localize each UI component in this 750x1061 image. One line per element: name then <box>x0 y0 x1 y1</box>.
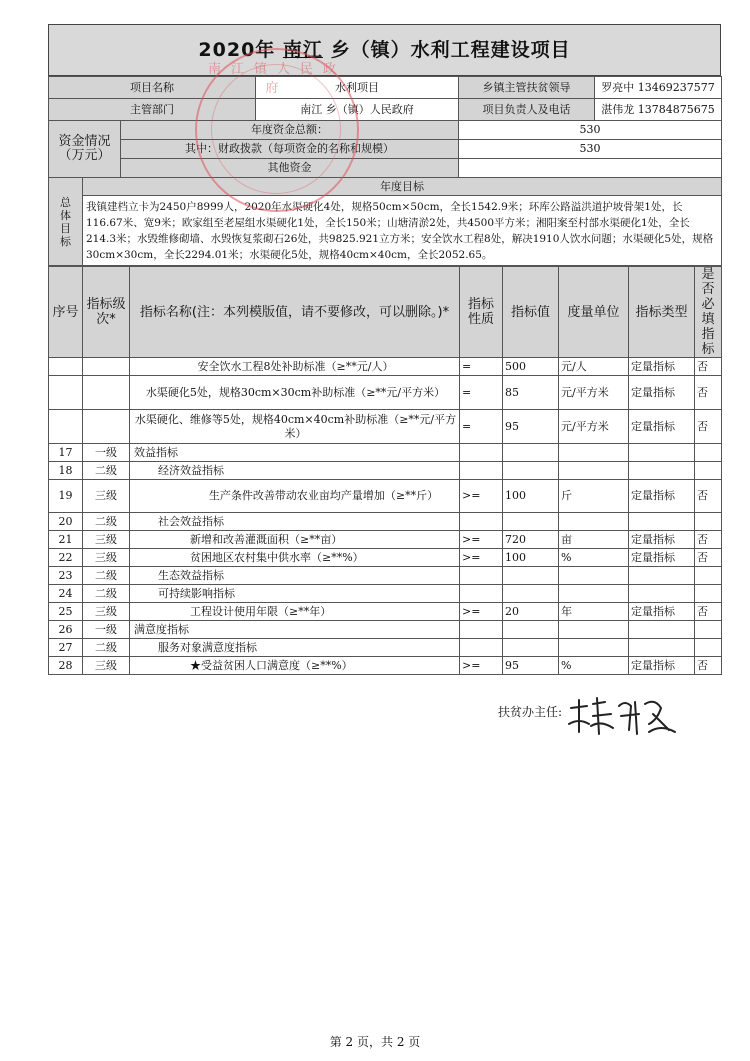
header-type: 指标类型 <box>629 267 695 358</box>
cell-nature <box>460 621 503 639</box>
cell-value <box>503 639 559 657</box>
manager-value: 湛伟龙 13784875675 <box>595 99 722 121</box>
cell-nature <box>460 513 503 531</box>
cell-value: 720 <box>503 531 559 549</box>
table-row <box>49 376 722 410</box>
cell-unit: % <box>559 549 629 567</box>
cell-seq: 19 <box>49 480 83 513</box>
seal-text: 南江镇人民政府 <box>207 62 346 96</box>
cell-unit: 元/平方米 <box>559 410 629 444</box>
fund-fiscal-value: 530 <box>459 140 722 159</box>
cell-unit <box>559 639 629 657</box>
cell-seq: 22 <box>49 549 83 567</box>
cell-level: 二级 <box>83 513 130 531</box>
cell-seq: 24 <box>49 585 83 603</box>
table-row <box>49 621 722 639</box>
cell-value <box>503 585 559 603</box>
cell-name: 经济效益指标 <box>130 462 460 480</box>
cell-seq: 28 <box>49 657 83 675</box>
cell-seq: 20 <box>49 513 83 531</box>
cell-level <box>83 358 130 376</box>
cell-unit <box>559 444 629 462</box>
cell-unit <box>559 585 629 603</box>
cell-nature: = <box>460 410 503 444</box>
header-nature: 指标性质 <box>460 267 503 358</box>
fund-fiscal-label: 其中：财政拨款（每项资金的名称和规模） <box>121 140 459 159</box>
cell-value: 100 <box>503 480 559 513</box>
dept-value: 南江 乡（镇）人民政府 <box>256 99 459 121</box>
fund-other-value <box>459 159 722 178</box>
cell-name: 水渠硬化、维修等5处，规格40cm×40cm补助标准（≥**元/平方米） <box>130 410 460 444</box>
cell-nature: = <box>460 376 503 410</box>
leader-label: 乡镇主管扶贫领导 <box>459 77 595 99</box>
cell-required: 否 <box>695 410 722 444</box>
table-row <box>49 549 722 567</box>
cell-level: 三级 <box>83 657 130 675</box>
cell-unit: 元/人 <box>559 358 629 376</box>
cell-unit <box>559 513 629 531</box>
table-row <box>49 585 722 603</box>
cell-name: 贫困地区农村集中供水率（≥**%） <box>130 549 460 567</box>
cell-required <box>695 621 722 639</box>
cell-required: 否 <box>695 480 722 513</box>
fund-label: 资金情况（万元） <box>49 121 121 178</box>
cell-level: 一级 <box>83 444 130 462</box>
cell-level <box>83 410 130 444</box>
cell-seq <box>49 358 83 376</box>
cell-required: 否 <box>695 603 722 621</box>
cell-nature: = <box>460 358 503 376</box>
goal-header: 年度目标 <box>83 178 722 196</box>
cell-type: 定量指标 <box>629 358 695 376</box>
goal-text: 我镇建档立卡为2450户8999人，2020年水渠硬化4处，规格50cm×50cm，全长1542.9米；环库公路溢洪道护坡骨架1处，长116.67米、宽9米；欧家组至老屋组水渠硬化1处，全长150米；山塘清淤2处，共4500平方米；湘阳案至村部水渠硬化1处，全长214.3米；水毁维修砌墙、水毁恢复浆砌石26处，共9825.921立方米；安全饮水工程8处，解决1910人饮水问题；水渠硬化5处，规格30cm×30cm，全长2294.01米；水渠硬化5处，规格40cm×40cm，全长2052.65。 <box>83 196 722 266</box>
cell-nature: >= <box>460 531 503 549</box>
cell-type <box>629 639 695 657</box>
page-footer: 第 2 页，共 2 页 <box>329 1035 421 1049</box>
cell-level: 二级 <box>83 639 130 657</box>
cell-name: 生产条件改善带动农业亩均产量增加（≥**斤） <box>130 480 460 513</box>
cell-name: 社会效益指标 <box>130 513 460 531</box>
table-row <box>49 513 722 531</box>
table-row <box>49 567 722 585</box>
cell-seq: 17 <box>49 444 83 462</box>
cell-name: 服务对象满意度指标 <box>130 639 460 657</box>
cell-nature <box>460 639 503 657</box>
cell-level: 三级 <box>83 480 130 513</box>
header-seq: 序号 <box>49 267 83 358</box>
table-row <box>49 639 722 657</box>
cell-required: 否 <box>695 657 722 675</box>
table-row <box>49 410 722 444</box>
table-row <box>49 462 722 480</box>
header-required: 是否必填指标 <box>695 267 722 358</box>
cell-type <box>629 585 695 603</box>
cell-nature <box>460 462 503 480</box>
title-year: 2020年 <box>198 39 276 61</box>
cell-seq <box>49 410 83 444</box>
cell-type: 定量指标 <box>629 410 695 444</box>
cell-level: 三级 <box>83 549 130 567</box>
cell-required <box>695 462 722 480</box>
cell-level <box>83 376 130 410</box>
cell-unit <box>559 462 629 480</box>
table-header-row <box>49 267 722 358</box>
cell-nature: >= <box>460 549 503 567</box>
cell-seq: 25 <box>49 603 83 621</box>
fund-total-label: 年度资金总额： <box>121 121 459 140</box>
cell-nature: >= <box>460 657 503 675</box>
cell-seq: 27 <box>49 639 83 657</box>
cell-value <box>503 513 559 531</box>
cell-nature <box>460 444 503 462</box>
cell-level: 二级 <box>83 567 130 585</box>
leader-value: 罗亮中 13469237577 <box>595 77 722 99</box>
cell-required: 否 <box>695 376 722 410</box>
cell-name: 满意度指标 <box>130 621 460 639</box>
cell-type <box>629 621 695 639</box>
cell-seq: 18 <box>49 462 83 480</box>
cell-value <box>503 444 559 462</box>
cell-seq: 26 <box>49 621 83 639</box>
title-rest: 乡（镇）水利工程建设项目 <box>330 39 571 61</box>
table-row <box>49 603 722 621</box>
cell-value: 20 <box>503 603 559 621</box>
cell-name: ★受益贫困人口满意度（≥**%） <box>130 657 460 675</box>
cell-level: 二级 <box>83 462 130 480</box>
cell-unit: 元/平方米 <box>559 376 629 410</box>
signer-label: 扶贫办主任: <box>498 705 563 719</box>
cell-name: 效益指标 <box>130 444 460 462</box>
cell-required <box>695 567 722 585</box>
cell-type <box>629 462 695 480</box>
cell-name: 新增和改善灌溉面积（≥**亩） <box>130 531 460 549</box>
project-sheet <box>48 24 721 675</box>
fund-total-value: 530 <box>459 121 722 140</box>
cell-required: 否 <box>695 549 722 567</box>
cell-value <box>503 462 559 480</box>
cell-unit: 年 <box>559 603 629 621</box>
cell-type <box>629 567 695 585</box>
header-unit: 度量单位 <box>559 267 629 358</box>
handwritten-signature <box>565 694 685 740</box>
page-title <box>48 24 721 76</box>
indicator-rows <box>49 358 722 675</box>
cell-unit: 亩 <box>559 531 629 549</box>
cell-required <box>695 585 722 603</box>
table-row <box>49 657 722 675</box>
table-row <box>49 480 722 513</box>
header-value: 指标值 <box>503 267 559 358</box>
cell-level: 三级 <box>83 531 130 549</box>
table-row <box>49 358 722 376</box>
fund-other-label: 其他资金 <box>121 159 459 178</box>
indicator-table <box>48 266 722 675</box>
cell-value: 95 <box>503 657 559 675</box>
table-row <box>49 531 722 549</box>
cell-type <box>629 513 695 531</box>
cell-level: 二级 <box>83 585 130 603</box>
cell-value <box>503 621 559 639</box>
cell-required <box>695 513 722 531</box>
cell-type: 定量指标 <box>629 549 695 567</box>
cell-required: 否 <box>695 358 722 376</box>
cell-type <box>629 444 695 462</box>
cell-type: 定量指标 <box>629 376 695 410</box>
cell-name: 工程设计使用年限（≥**年） <box>130 603 460 621</box>
cell-name: 可持续影响指标 <box>130 585 460 603</box>
cell-level: 三级 <box>83 603 130 621</box>
cell-type: 定量指标 <box>629 531 695 549</box>
table-row <box>49 444 722 462</box>
cell-value: 85 <box>503 376 559 410</box>
project-name-label: 项目名称 <box>49 77 256 99</box>
cell-name: 安全饮水工程8处补助标准（≥**元/人） <box>130 358 460 376</box>
cell-name: 生态效益指标 <box>130 567 460 585</box>
cell-level: 一级 <box>83 621 130 639</box>
header-name: 指标名称(注：本列模版值，请不要修改，可以删除。)* <box>130 267 460 358</box>
manager-label: 项目负责人及电话 <box>459 99 595 121</box>
cell-seq <box>49 376 83 410</box>
cell-type: 定量指标 <box>629 657 695 675</box>
cell-unit <box>559 567 629 585</box>
title-township: 南江 <box>282 39 323 61</box>
cell-seq: 21 <box>49 531 83 549</box>
dept-label: 主管部门 <box>49 99 256 121</box>
cell-value <box>503 567 559 585</box>
cell-unit: 斤 <box>559 480 629 513</box>
cell-nature: >= <box>460 603 503 621</box>
cell-unit: % <box>559 657 629 675</box>
cell-required <box>695 444 722 462</box>
cell-nature: >= <box>460 480 503 513</box>
cell-value: 500 <box>503 358 559 376</box>
cell-type: 定量指标 <box>629 480 695 513</box>
cell-type: 定量指标 <box>629 603 695 621</box>
cell-required: 否 <box>695 531 722 549</box>
cell-value: 95 <box>503 410 559 444</box>
cell-name: 水渠硬化5处，规格30cm×30cm补助标准（≥**元/平方米） <box>130 376 460 410</box>
info-table <box>48 76 722 266</box>
goal-side-label: 总体目标 <box>49 178 83 266</box>
cell-nature <box>460 567 503 585</box>
cell-value: 100 <box>503 549 559 567</box>
cell-required <box>695 639 722 657</box>
cell-seq: 23 <box>49 567 83 585</box>
cell-unit <box>559 621 629 639</box>
header-level: 指标级次* <box>83 267 130 358</box>
project-name-value: 水利项目 <box>256 77 459 99</box>
cell-nature <box>460 585 503 603</box>
